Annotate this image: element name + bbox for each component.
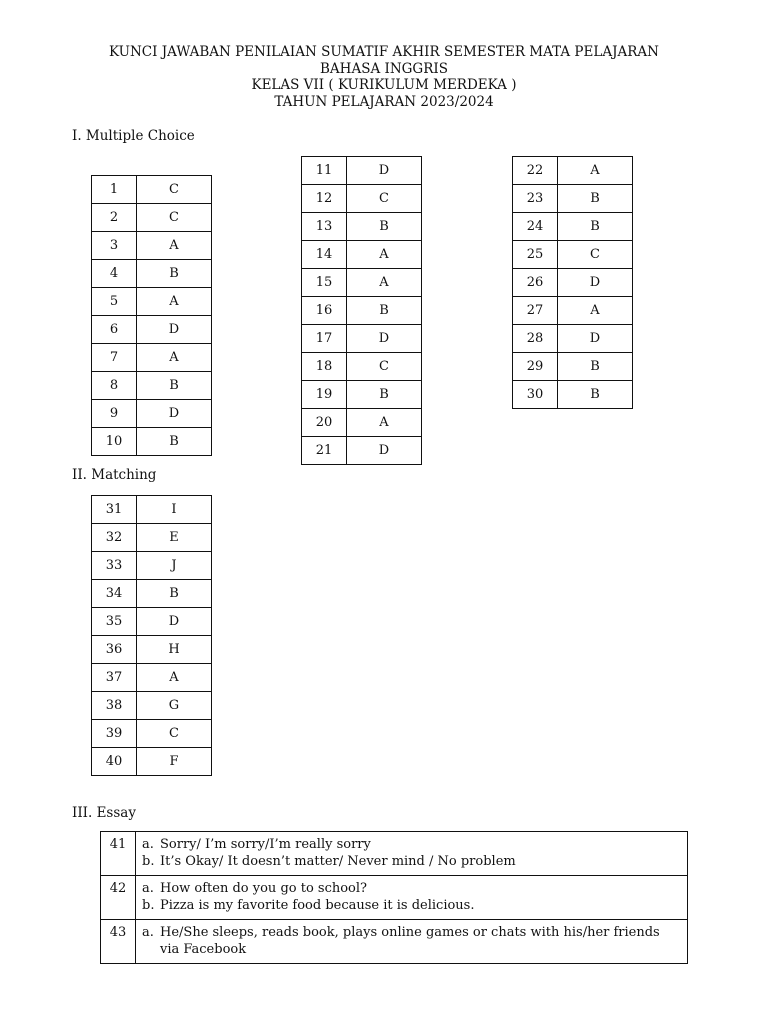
question-number: 36 <box>92 636 137 664</box>
essay-answer <box>136 876 688 920</box>
answer-cell: B <box>558 381 633 409</box>
table-row <box>92 288 212 316</box>
answer-letter: a. <box>142 837 154 852</box>
answer-cell: H <box>137 636 212 664</box>
table-row <box>92 400 212 428</box>
table-row <box>92 232 212 260</box>
question-number: 34 <box>92 580 137 608</box>
question-number: 33 <box>92 552 137 580</box>
answer-text: How often do you go to school? <box>160 881 368 896</box>
question-number: 17 <box>302 325 347 353</box>
question-number: 32 <box>92 524 137 552</box>
table-row <box>302 185 422 213</box>
answer-cell: B <box>347 213 422 241</box>
answer-letter: b. <box>142 853 155 869</box>
answer-cell: A <box>347 409 422 437</box>
answer-text: Sorry/ I’m sorry/I’m really sorry <box>160 837 371 852</box>
question-number: 4 <box>92 260 137 288</box>
answer-cell: A <box>347 269 422 297</box>
answer-cell: A <box>347 241 422 269</box>
answer-cell: A <box>137 344 212 372</box>
answer-cell: F <box>137 748 212 776</box>
question-number: 40 <box>92 748 137 776</box>
table-row <box>302 325 422 353</box>
header-year: TAHUN PELAJARAN 2023/2024 <box>274 93 494 110</box>
answer-cell: B <box>347 381 422 409</box>
answer-cell: B <box>137 372 212 400</box>
table-row <box>302 213 422 241</box>
table-row <box>302 437 422 465</box>
question-number: 6 <box>92 316 137 344</box>
question-number: 35 <box>92 608 137 636</box>
question-number: 19 <box>302 381 347 409</box>
table-row <box>92 580 212 608</box>
question-number: 15 <box>302 269 347 297</box>
answer-cell: C <box>137 176 212 204</box>
answer-cell: C <box>137 720 212 748</box>
answer-cell: D <box>137 316 212 344</box>
answer-letter: b. <box>142 897 155 913</box>
table-row <box>92 720 212 748</box>
answer-cell: B <box>558 185 633 213</box>
answer-line <box>142 881 681 898</box>
question-number: 38 <box>92 692 137 720</box>
table-row <box>513 241 633 269</box>
mc-table-3 <box>512 156 633 409</box>
question-number: 20 <box>302 409 347 437</box>
table-row <box>302 381 422 409</box>
question-number: 10 <box>92 428 137 456</box>
table-row <box>513 185 633 213</box>
question-number: 26 <box>513 269 558 297</box>
question-number: 14 <box>302 241 347 269</box>
answer-cell: G <box>137 692 212 720</box>
table-row <box>302 241 422 269</box>
answer-cell: B <box>347 297 422 325</box>
answer-cell: B <box>558 213 633 241</box>
answer-line <box>142 925 681 958</box>
table-row <box>513 297 633 325</box>
question-number: 23 <box>513 185 558 213</box>
table-row <box>302 297 422 325</box>
question-number: 24 <box>513 213 558 241</box>
section-multiple-choice-title: I. Multiple Choice <box>72 128 195 144</box>
table-row <box>513 325 633 353</box>
table-row <box>92 204 212 232</box>
table-row <box>513 269 633 297</box>
answer-cell: D <box>137 400 212 428</box>
question-number: 9 <box>92 400 137 428</box>
question-number: 39 <box>92 720 137 748</box>
question-number: 28 <box>513 325 558 353</box>
question-number: 12 <box>302 185 347 213</box>
answer-cell: C <box>347 185 422 213</box>
answer-letter: a. <box>142 881 154 896</box>
question-number: 22 <box>513 157 558 185</box>
question-number: 29 <box>513 353 558 381</box>
table-row <box>513 157 633 185</box>
table-row <box>513 353 633 381</box>
answer-cell: I <box>137 496 212 524</box>
answer-cell: D <box>558 325 633 353</box>
answer-cell: C <box>347 353 422 381</box>
answer-cell: D <box>347 325 422 353</box>
answer-cell: D <box>347 437 422 465</box>
essay-row <box>101 920 688 964</box>
question-number: 37 <box>92 664 137 692</box>
table-row <box>92 176 212 204</box>
document-header <box>0 44 768 110</box>
question-number: 27 <box>513 297 558 325</box>
question-number: 16 <box>302 297 347 325</box>
question-number: 1 <box>92 176 137 204</box>
table-row <box>92 428 212 456</box>
answer-cell: A <box>137 664 212 692</box>
answer-cell: D <box>347 157 422 185</box>
answer-cell: B <box>137 580 212 608</box>
essay-answer <box>136 832 688 876</box>
table-row <box>92 344 212 372</box>
table-row <box>92 552 212 580</box>
essay-row <box>101 876 688 920</box>
matching-table <box>91 495 212 776</box>
table-row <box>92 664 212 692</box>
question-number: 5 <box>92 288 137 316</box>
answer-line <box>142 854 681 871</box>
answer-cell: A <box>558 157 633 185</box>
mc-table-2 <box>301 156 422 465</box>
answer-cell: C <box>137 204 212 232</box>
answer-cell: A <box>137 232 212 260</box>
mc-table-1 <box>91 175 212 456</box>
answer-cell: B <box>558 353 633 381</box>
answer-text: Pizza is my favorite food because it is delicious. <box>160 897 475 913</box>
question-number: 25 <box>513 241 558 269</box>
answer-cell: B <box>137 428 212 456</box>
question-number: 2 <box>92 204 137 232</box>
table-row <box>92 372 212 400</box>
question-number: 7 <box>92 344 137 372</box>
answer-cell: D <box>137 608 212 636</box>
section-essay-title: III. Essay <box>72 805 136 821</box>
answer-line <box>142 898 681 915</box>
table-row <box>92 692 212 720</box>
essay-row <box>101 832 688 876</box>
answer-cell: J <box>137 552 212 580</box>
table-row <box>92 496 212 524</box>
answer-cell: C <box>558 241 633 269</box>
table-row <box>92 608 212 636</box>
table-row <box>302 353 422 381</box>
answer-text: It’s Okay/ It doesn’t matter/ Never mind / No problem <box>160 853 516 869</box>
table-row <box>92 636 212 664</box>
answer-cell: A <box>137 288 212 316</box>
table-row <box>302 269 422 297</box>
header-subject: BAHASA INGGRIS <box>320 60 448 77</box>
essay-number: 42 <box>101 876 136 920</box>
essay-answer <box>136 920 688 964</box>
question-number: 8 <box>92 372 137 400</box>
table-row <box>92 748 212 776</box>
table-row <box>513 213 633 241</box>
question-number: 11 <box>302 157 347 185</box>
answer-letter: a. <box>142 925 154 940</box>
section-matching-title: II. Matching <box>72 467 157 483</box>
table-row <box>92 260 212 288</box>
question-number: 30 <box>513 381 558 409</box>
question-number: 18 <box>302 353 347 381</box>
table-row <box>302 157 422 185</box>
answer-line <box>142 837 681 854</box>
question-number: 31 <box>92 496 137 524</box>
header-class: KELAS VII ( KURIKULUM MERDEKA ) <box>251 77 517 93</box>
table-row <box>92 524 212 552</box>
question-number: 13 <box>302 213 347 241</box>
question-number: 21 <box>302 437 347 465</box>
essay-number: 41 <box>101 832 136 876</box>
essay-number: 43 <box>101 920 136 964</box>
answer-cell: B <box>137 260 212 288</box>
table-row <box>92 316 212 344</box>
question-number: 3 <box>92 232 137 260</box>
answer-cell: E <box>137 524 212 552</box>
answer-cell: A <box>558 297 633 325</box>
table-row <box>513 381 633 409</box>
essay-table <box>100 831 688 964</box>
table-row <box>302 409 422 437</box>
answer-text: He/She sleeps, reads book, plays online games or chats with his/her friends via Facebook <box>160 925 660 957</box>
header-title: KUNCI JAWABAN PENILAIAN SUMATIF AKHIR SEMESTER MATA PELAJARAN <box>109 44 659 60</box>
answer-cell: D <box>558 269 633 297</box>
